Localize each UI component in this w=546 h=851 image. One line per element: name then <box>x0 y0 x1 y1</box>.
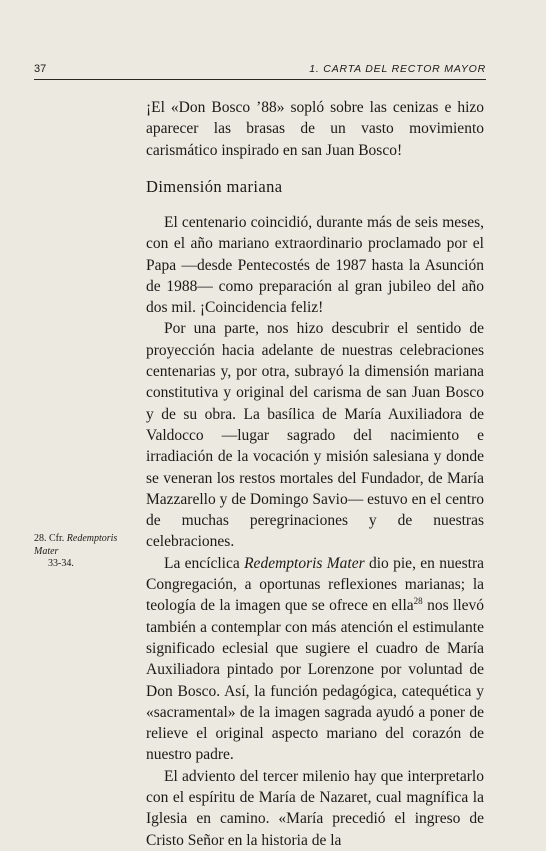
paragraph-4: El adviento del tercer milenio hay que interpretarlo con el espíritu de María de Nazaret, cual magnífica la Iglesia en camino. «María precedió el ingreso de Cristo Señor en la historia de la <box>146 767 484 849</box>
paragraph-3-lead: La encíclica <box>164 554 245 572</box>
header-rule <box>34 79 486 80</box>
paragraph-1: El centenario coincidió, durante más de seis meses, con el año mariano extraordinario proclamado por el Papa —desde Pentecostés de 1987 hasta la Asunción de 1988— como preparación al gran jubileo del año dos mil. ¡Coincidencia feliz! <box>146 214 484 317</box>
paragraph-2: Por una parte, nos hizo descubrir el sentido de proyección hacia adelante de nuestras celebraciones centenarias y, por otra, subrayó la dimensión mariana constitutiva y original del carisma de san Juan Bosco y de su obra. La basílica de María Auxiliadora de Valdocco —lugar sagrado del nacimiento e irradiación de la vocación y misión salesiana y donde se veneran los restos mortales del Fundador, de María Mazzarello y de Domingo Savio— estuvo en el centro de muchas peregrinaciones y de nuestras celebraciones. <box>146 320 484 551</box>
running-head <box>34 63 486 77</box>
encyclical-title: Redemptoris Mater <box>244 554 365 572</box>
paragraph-3-middle: dio pie, en nuestra Congregación, a oportunas reflexiones marianas; la teología de la imagen que se ofrece en ella <box>146 554 484 615</box>
footnote-reference: 28 <box>413 596 423 607</box>
intro-paragraph: ¡El «Don Bosco ’88» sopló sobre las cenizas e hizo aparecer las brasas de un vasto movimiento carismático inspirado en san Juan Bosco! <box>146 99 484 159</box>
footnote-prefix: Cfr. <box>49 533 65 544</box>
footnote-line-1 <box>34 533 142 558</box>
paragraph-3 <box>146 553 484 766</box>
footnote-pages: 33-34. <box>48 558 74 569</box>
footnote-number: 28. <box>34 533 47 544</box>
page-number: 37 <box>34 63 47 75</box>
section-body <box>146 212 484 851</box>
section-heading: Dimensión mariana <box>146 177 283 196</box>
paragraph-3-end: nos llevó también a contemplar con más atención el estimulante significado eclesial que sugiere el cuadro de María Auxiliadora pintado por Lorenzone por voluntad de Don Bosco. Así, la función pedagógica, catequética y «sacramental» de la imagen sagrada ayudó a poner de relieve el original aspecto mariano del corazón de nuestro padre. <box>146 597 484 764</box>
footnote-source: Redemptoris Mater <box>34 533 118 557</box>
running-title: 1. CARTA DEL RECTOR MAYOR <box>309 63 486 75</box>
footnote-28 <box>34 533 142 571</box>
intro-block <box>146 97 484 161</box>
